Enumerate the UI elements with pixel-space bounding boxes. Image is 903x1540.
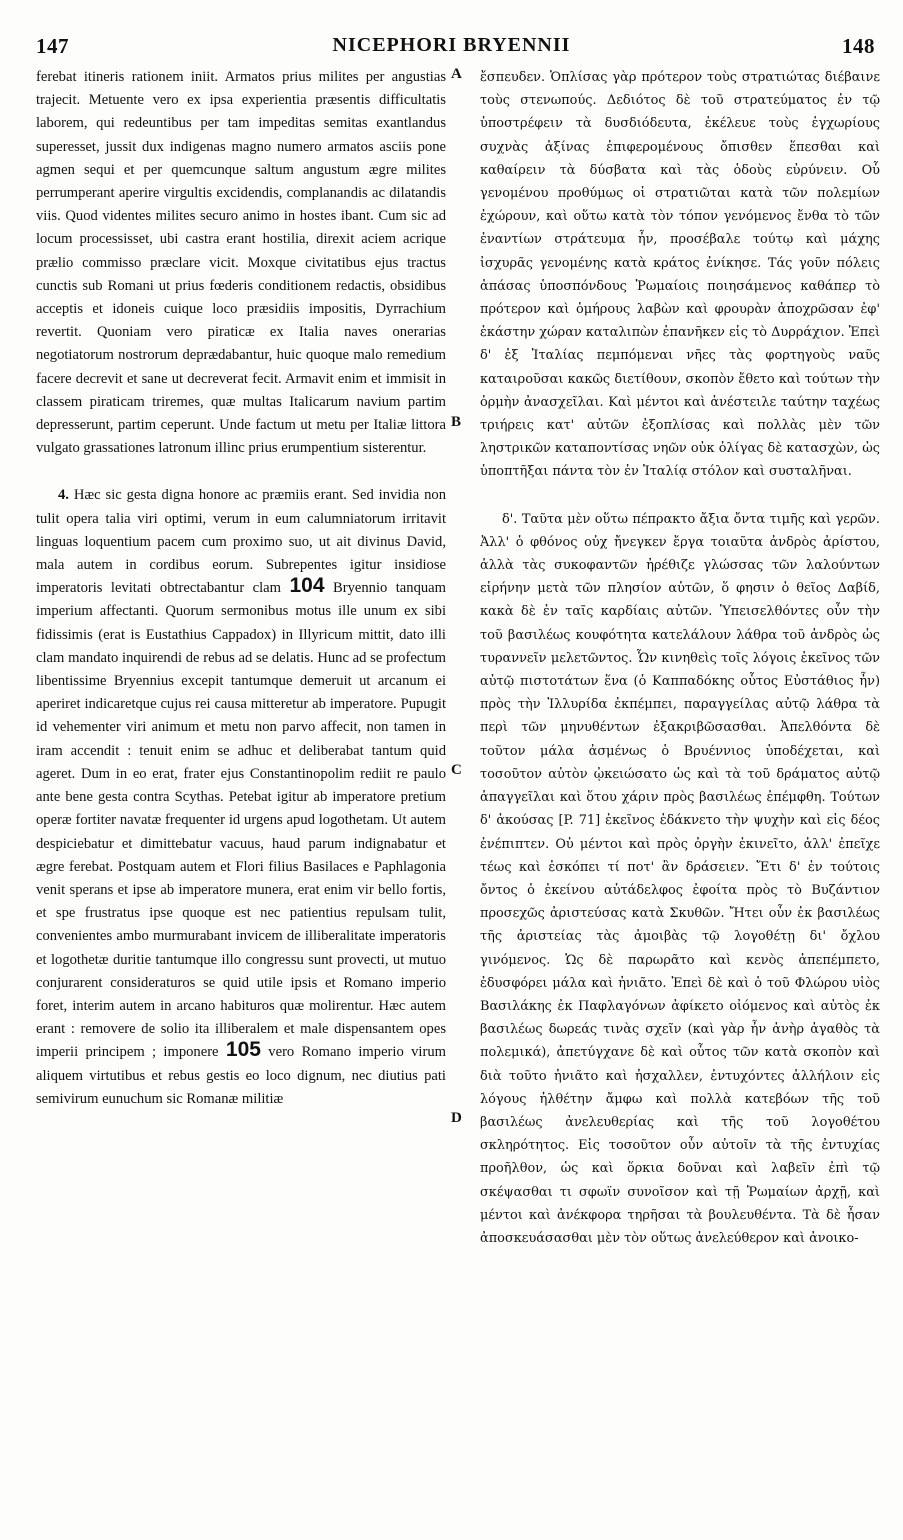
greek-text: Ταῦτα μὲν οὕτω πέπρακτο ἄξια ὄντα τιμῆς καὶ γερῶν. Ἀλλ' ὁ φθόνος οὐχ ἤνεγκεν ἔργα τοιαῦτα ἀνδρὸς ἀρίστου, ἀλλὰ τὰς συκοφαντῶν ἠρέθιζε γλώσσας τῶν λαλούντων εἰρήνην μετὰ τῶν πλησίον αὐτῶν, ὅ φησιν ὁ θεῖος Δαβίδ, κακὰ δὲ ἐν ταῖς καρδίαις αὐτῶν. Ὑπεισελθόντες οὖν τὴν τοῦ βασιλέως κουφότητα κατελάλουν λάθρα τοῦ ἀνδρὸς ὡς τυραννεῖν μελετῶντος. Ὧν κινηθεὶς τοῖς λόγοις ἐκεῖνος τῶν αὐτῷ πιστοτάτων ἕνα (ὁ Καππαδόκης οὗτος Εὐστάθιος ἦν) πρὸς τὴν Ἰλλυρίδα ἐκπέμπει, παραγγείλας αὐτῷ λάθρα τὰ περὶ τῶν μηνυθέντων ἐξακριβῶσασθαι. Ἀπελθόντα δὲ τοῦτον μάλα ἀσμένως ὁ Βρυέννιος ὑποδέχεται, καὶ τοσοῦτον αὐτὸν ᾠκειώσατο ὡς καὶ τὰ τοῦ δράματος αὐτῷ ἀπαγγεῖλαι καὶ ὅτου χάριν πρὸς βασιλέως ἐπέμφθη. Τούτων δ' ἀκούσας [P. 71] ἐκεῖνος ἐδάκνετο τὴν ψυχὴν καὶ εἰς δέος ἐνέπιπτεν. Οὐ μέντοι καὶ πρὸς ὀργὴν ἐκινεῖτο, ἀλλ' ἐπεῖχε τέως καὶ ἐσκόπει τί ποτ' ἂν δράσειεν. Ἔτι δ' ἐν τούτοις ὄντος ὁ ἐκείνου αὐτάδελφος ἐφοίτα πρὸς τὸ Βυζάντιον προσεχῶς ἀριστεύσας κατὰ Σκυθῶν. Ἤτει οὖν ἐκ βασιλέως τῆς ἀριστείας τὰς ἀμοιβὰς τῷ λογοθέτῃ δι' ὄχλου γινόμενος. Ὡς δὲ παρωρᾶτο καὶ κενὸς ἀπεπέμπετο, ἐδυσφόρει μάλα καὶ ἠνιᾶτο. Ἐπεὶ δὲ καὶ ὁ τοῦ Φλώρου υἱὸς Βασιλάκης ἐκ Παφλαγόνων ἀφίκετο οἰόμενος καὶ αὐτὸς ἐκ βασιλέως δωρεάς τινὰς σχεῖν (καὶ γὰρ ἦν ἀνὴρ ἀγαθὸς τὰ πολεμικά), ἀπετύγχανε δὲ καὶ οὗτος τῶν κατὰ σκοπὸν καὶ διὰ τοῦτο ἠνιᾶτο καὶ ἠσχαλλεν, ἐντυχόντες ἀλλήλοιν εἰς λόγους ἠλθέτην ἄμφω καὶ πολλὰ κατεβόων τῆς τοῦ βασιλέως ἀνελευθερίας καὶ τῆς τοῦ λογοθέτου σκληρότητος. Εἰς τοσοῦτον οὖν αὐτοῖν τὰ τῆς ἐντυχίας προῆλθον, ὡς καὶ ὅρκια δοῦναι καὶ λαβεῖν ἐπὶ τῷ σκέψασθαι τι σφωϊν συνοῖσον καὶ τῇ Ῥωμαίων ἀρχῇ, καὶ μέντοι καὶ ἀνέκφορα τηρῆσαι τὰ βουλευθέντα. Τὰ δὲ ἦσαν ἀποσκευάσασθαι μὲν τὸν οὕτως ἀνελεύθερον καὶ ἀνοικο-: [480, 511, 880, 1246]
page-number-right: 148: [842, 34, 875, 58]
page-reference: 104: [289, 574, 325, 598]
latin-text: vero Romano imperio virum aliquem virtutibus et rebus gestis eo loco dignum, nec diutius pati semivirum eunuchum sic Romanæ militiæ: [36, 1044, 446, 1107]
latin-paragraph-section-4: [36, 484, 446, 1110]
running-title: NICEPHORI BRYENNII: [332, 34, 571, 56]
section-number: 4.: [58, 487, 69, 504]
greek-paragraph-section-4: [480, 508, 880, 1251]
section-number: δ'.: [502, 511, 518, 527]
page-number-left: 147: [36, 34, 69, 58]
latin-text: Hæc sic gesta digna honore ac præmiis erant. Sed invidia non tulit opera talia viri optimi, verum in eum calumniatorum irritavit linguas loquentium pacem cum proximo suo, ut ait divinus David, mala autem in cordibus eorum. Subrepentes igitur insidiose imperatoris levitati obtrectabantur clam: [36, 487, 446, 597]
latin-column: [36, 66, 446, 1531]
greek-column: [480, 66, 880, 1531]
greek-paragraph: [480, 66, 880, 484]
page-reference: 105: [225, 1038, 261, 1062]
margin-marker-a: A: [451, 66, 462, 82]
margin-marker-d: D: [451, 1110, 462, 1126]
latin-paragraph: [36, 66, 446, 460]
latin-text: ferebat itineris rationem iniit. Armatos prius milites per angustias trajecit. Metuente vero ex ipsa experientia præsentis difficultatis laborem, qui redeuntibus per tam impeditas semitas exantlandus superesset, jussit dux indigenas magno numero armatos asciis pone agmen sequi et per quemcunque saltum angustum ægre milites perrumperant aperire virgultis excidendis, complanandis ac dilatandis viis. Quod videntes milites securo animo in hostes ibant. Cum sic ad locum processisset, ubi castra erant hostilia, direxit aciem acrique prælio commisso præclare vicit. Moxque civitatibus ejus tractus cunctis sub Romani ut prius fœderis conditionem redactis, obsidibus acceptis et idoneis cuique loco præsidiis impositis, Dyrrachium revertit. Quoniam vero piraticæ ex Italia naves onerarias negotiatorum nostrorum deprædabantur, huic quoque malo remedium facere decrevit et sane ut decreverat fecit. Armavit enim et immisit in classem piraticam triremes, quæ multas Italicarum navium partim depresserunt, partim ceperunt. Unde factum ut metu per Italiæ littora vulgato grassationes latronum illinc prius erumpentium sisterentur.: [36, 69, 446, 457]
latin-text: Bryennio tanquam imperium affectanti. Quorum sermonibus motus ille unum ex sibi fidissimis (erat is Eustathius Cappadox) in Illyricum mittit, dato illi clam mandato inquirendi de rebus ad se delatis. Hunc ad se profectum libentissime Bryennius excepit tantumque demeruit ut arcanum ei aperiret indicaretque cujus rei causa mitteretur ab imperatore. Pupugit id vehementer viri animum et metu non parvo affecit, non tamen in iram accendit : tenuit enim se adhuc et deliberabat tantum quid ageret. Dum in eo erat, frater ejus Constantinopolim rediit re paulo ante bene gesta contra Scythas. Petebat igitur ab imperatore pretium operæ fortiter navatæ frequenter id urgens apud logothetam. Ut autem despiciebatur et dimittebatur vacuus, haud parum indignabatur et ægre ferebat. Postquam autem et Flori filius Basilaces e Paphlagonia venit sperans et ipse ab imperatore munera, erat enim vir bello fortis, et spe frustratus ipse quoque est nec patientius repulsam tulit, convenientes ambo murmurabant invicem de illiberalitate imperatoris et logothetæ duritie tantumque illo congressu sunt provecti, ut mutuo conjurarent consideraturos se quid utile ipsis et Romano imperio foret, interim autem in arcano habituros quæ molirentur. Hæc autem erant : removere de solio ita illiberalem et male dispensantem opes imperii principem ; imponere: [36, 580, 446, 1061]
margin-marker-c: C: [451, 762, 462, 778]
margin-marker-b: B: [451, 414, 462, 430]
greek-text: ἔσπευδεν. Ὁπλίσας γὰρ πρότερον τοὺς στρατιώτας διέβαινε τοὺς στενωπούς. Δεδιότος δὲ τοῦ στρατεύματος ἐν τῷ ὑποστρέφειν τὰ δυσδιόδευτα, ἐκέλευε τοὺς ἐγχωρίους συχνὰς ἀξίνας ἐπιφερομένους ὄπισθεν ἕπεσθαι καὶ καθαίρειν τὰ δύσβατα καὶ τὰς ὁδοὺς εὐρύνειν. Οὗ γενομένου προθύμως οἱ στρατιῶται κατὰ τῶν πολεμίων ἐχώρουν, καὶ οὕτω κατὰ τὸν τόπον γενόμενος ἔνθα τὸ τῶν ἐναντίων στράτευμα ἦν, προσέβαλε τούτῳ καὶ μάχης ἰσχυρᾶς γενομένης κατὰ κράτος ἐνίκησε. Τάς γοῦν πόλεις ἁπάσας ὑποσπόνδους Ῥωμαίοις ποιησάμενος καθάπερ τὸ πρότερον καὶ ὁμήρους λαβὼν καὶ φρουρὰν ἀποχρῶσαν ἐφ' ἑκάστην χώραν καταλιπὼν ἐπανῆκεν εἰς τὸ Δυρράχιον. Ἐπεὶ δ' ἐξ Ἰταλίας πεμπόμεναι νῆες τὰς φορτηγοὺς ναῦς καταιροῦσαι κακῶς διετίθουν, σκοπὸν ἔθετο καὶ τούτων τὴν ὁρμὴν ἀνασχεῖλαι. Καὶ μέντοι καὶ ἀνέστειλε ταύτην ταχέως τριήρεις κατ' αὐτῶν ἐξοπλίσας καὶ πολλὰς μὲν τῶν ληστρικῶν καταποντίσας νηῶν οὐκ ὀλίγας δὲ κατασχὼν, ὡς ὑποπτῆξαι πάντα τὸν ἐν Ἰταλίᾳ στόλον καὶ συσταλῆναι.: [480, 70, 880, 480]
